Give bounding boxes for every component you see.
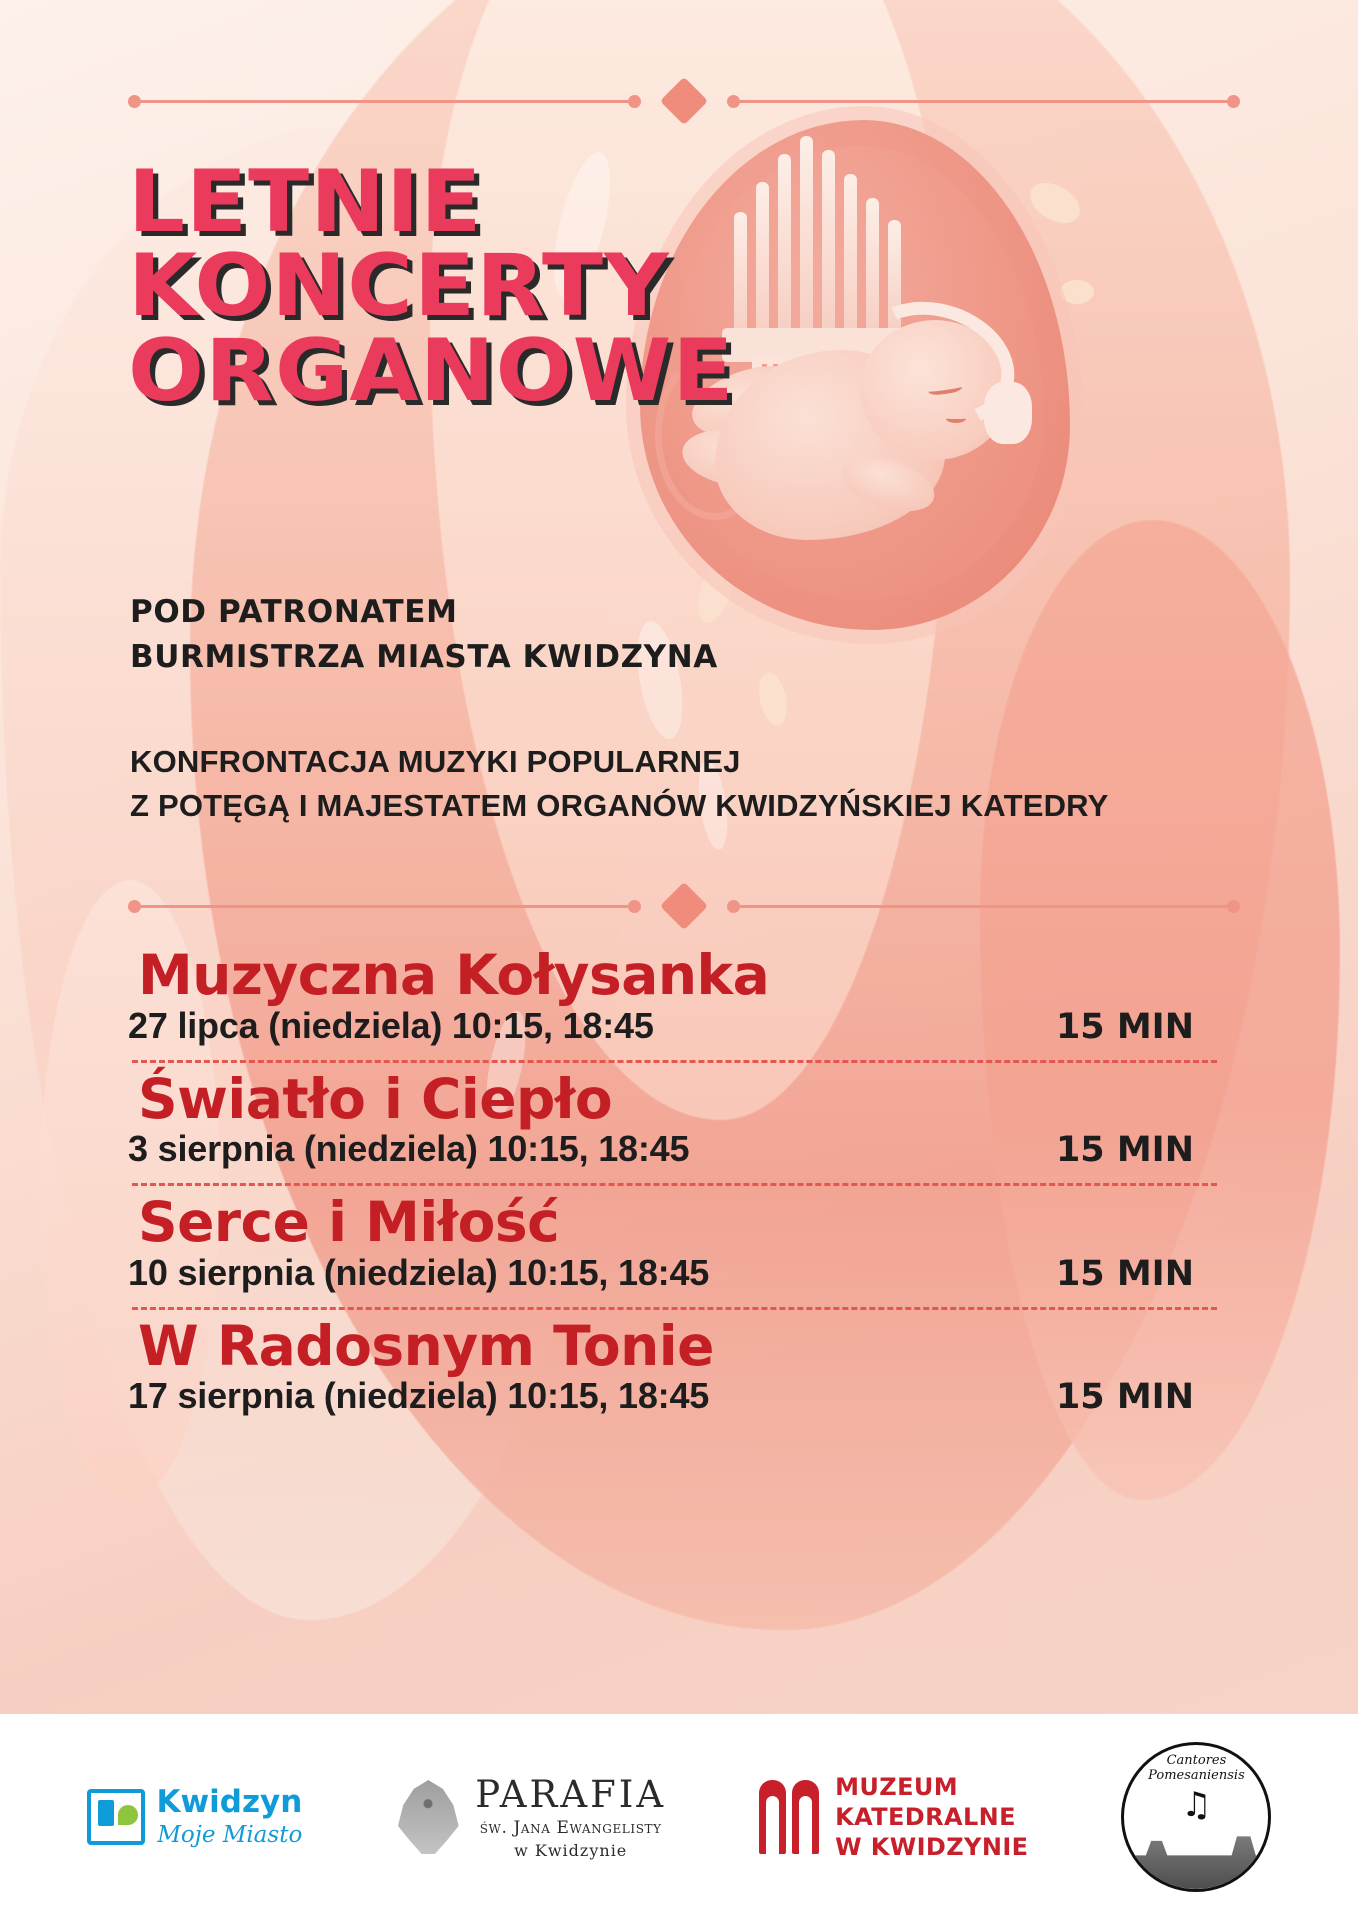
concert-date: 27 lipca (niedziela) 10:15, 18:45 [128,1004,654,1046]
concert-title: Światło i Ciepło [138,1066,613,1131]
logo-kwidzyn[interactable] [87,1784,303,1848]
divider-dashed [132,1060,1217,1063]
concert-duration: 15 MIN [1055,1253,1194,1294]
divider-dashed [132,1307,1217,1310]
divider-top [128,90,1240,112]
concert-schedule [128,945,1240,1423]
logo-cantores-name: Cantores Pomesaniensis [1148,1753,1245,1783]
concert-title: Muzyczna Kołysanka [138,943,770,1007]
patronage-text [130,590,830,680]
sponsor-footer [0,1714,1358,1920]
twin-tower-icon [759,1780,821,1854]
divider-dashed [132,1183,1217,1186]
title-line-2: KONCERTY [128,236,670,337]
concert-duration: 15 MIN [1055,1130,1194,1171]
concert-title: W Radosnym Tonie [138,1313,714,1378]
list-item [128,1192,1240,1316]
concert-duration: 15 MIN [1055,1006,1194,1047]
subtitle-text [130,740,1250,828]
patronage-line-1: POD PATRONATEM [130,594,458,630]
logo-parafia-line-3: w Kwidzynie [514,1840,628,1860]
concert-date: 17 sierpnia (niedziela) 10:15, 18:45 [128,1375,710,1417]
patronage-line-2: BURMISTRZA MIASTA KWIDZYNA [130,638,718,675]
concert-date: 3 sierpnia (niedziela) 10:15, 18:45 [128,1128,690,1170]
logo-parafia-line-2: św. Jana Ewangelisty [479,1818,662,1839]
title-line-3: ORGANOWE [128,320,735,421]
cathedral-seal-icon [1132,1833,1266,1889]
logo-muzeum-line-1: MUZEUM [835,1773,959,1801]
logo-muzeum-line-3: W KWIDZYNIE [835,1833,1029,1861]
divider-middle [128,895,1240,917]
page-title [128,152,748,421]
list-item [128,1066,1240,1193]
subtitle-line-2: Z POTĘGĄ I MAJESTATEM ORGANÓW KWIDZYŃSKIEJ KATEDRY [130,788,1109,824]
logo-parafia-line-1: PARAFIA [475,1772,667,1816]
concert-title: Serce i Miłość [138,1190,560,1255]
logo-parafia[interactable] [395,1774,666,1860]
concert-duration: 15 MIN [1055,1377,1194,1418]
list-item [128,945,1240,1069]
subtitle-line-1: KONFRONTACJA MUZYKI POPULARNEJ [130,744,741,779]
title-line-1: LETNIE [128,152,483,252]
book-leaf-icon [87,1789,145,1845]
logo-muzeum-line-2: KATEDRALNE [835,1803,1016,1831]
logo-muzeum[interactable] [759,1772,1028,1862]
concert-date: 10 sierpnia (niedziela) 10:15, 18:45 [128,1251,710,1293]
music-note-icon: ♫ [1181,1785,1212,1825]
logo-kwidzyn-tagline: Moje Miasto [157,1822,303,1848]
logo-kwidzyn-name: Kwidzyn [156,1784,303,1820]
logo-cantores-pomesaniensis[interactable] [1121,1742,1271,1892]
list-item [128,1313,1240,1424]
eagle-crest-icon [395,1780,461,1854]
